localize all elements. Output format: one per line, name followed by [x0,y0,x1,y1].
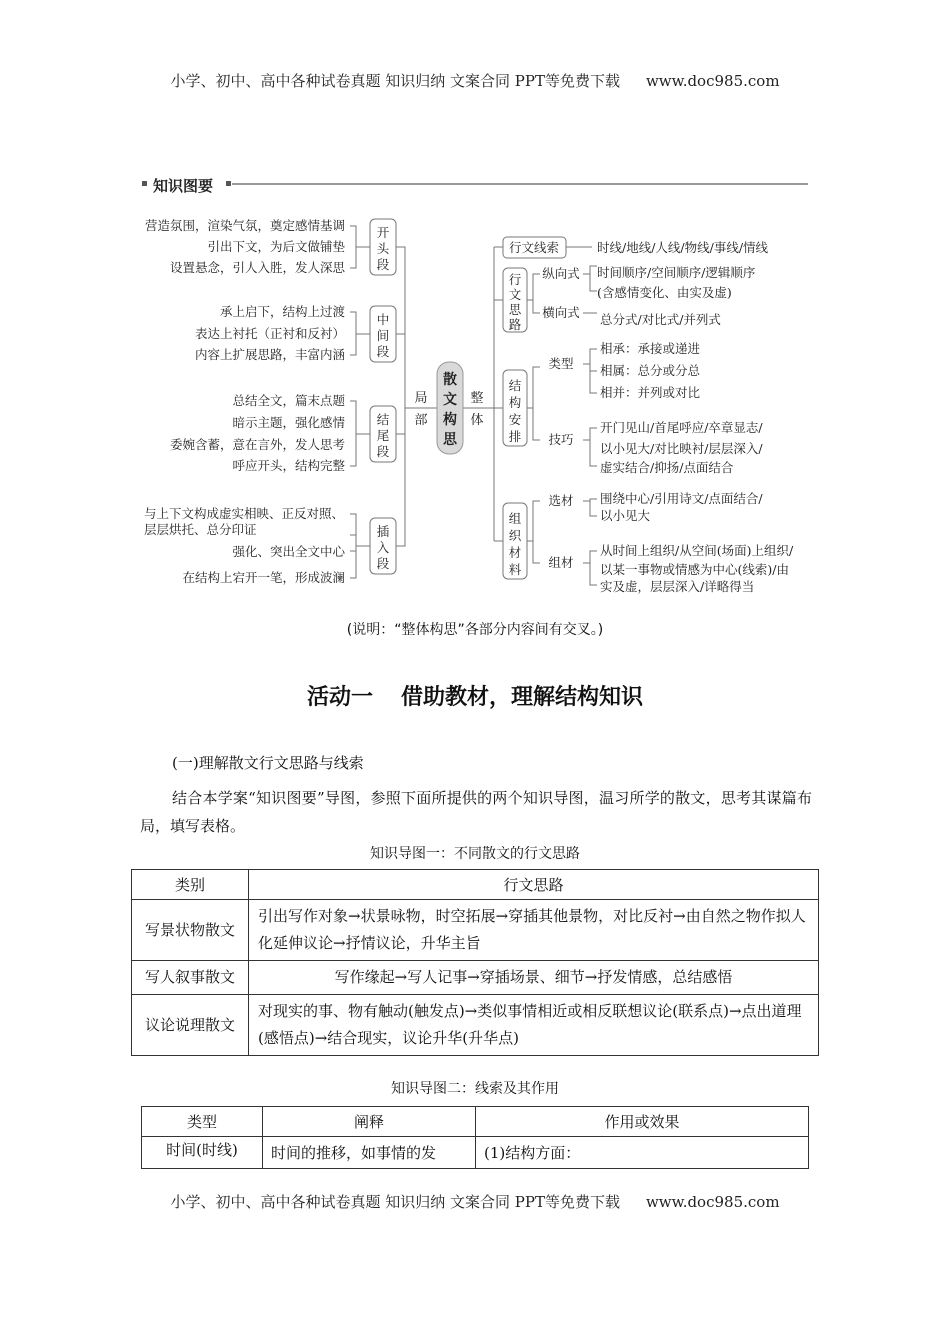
ending-item-1: 总结全文，篇末点题 [232,393,345,408]
vertical-char: 排 [508,429,522,444]
select-line-1: 围绕中心/引用诗文/点面结合/ [600,491,763,506]
vertical-char: 部 [414,413,428,428]
middle-item-2: 表达上衬托（正衬和反衬） [194,326,345,341]
open-vertical-label [377,225,390,272]
skills-label: 技巧 [548,432,574,447]
vertical-line-1: 时间顺序/空间顺序/逻辑顺序 [597,265,756,280]
ending-item-2: 暗示主题，强化感情 [232,415,345,430]
mind-map [0,0,950,620]
header-site[interactable]: www.doc985.com [645,72,780,90]
activity-number: 活动一 [306,685,373,710]
vertical-char: 散 [443,372,457,388]
opening-item-3: 设置悬念，引人入胜，发人深思 [169,260,345,275]
table1-caption: 知识导图一：不同散文的行文思路 [370,846,580,862]
vertical-char: 段 [376,344,390,359]
table2-header-explain: 阐释 [263,1107,476,1137]
local-vertical-label [414,391,427,428]
vertical-char: 整 [470,391,484,406]
vertical-char: 段 [376,556,390,571]
table2-caption: 知识导图二：线索及其作用 [391,1081,559,1097]
table1-header-thinking: 行文思路 [249,870,819,900]
table1-cell-text: 引出写作对象→状景咏物，时空拓展→穿插其他景物，对比反衬→由自然之物作拟人化延伸议论→抒情议论，升华主旨 [249,900,819,961]
compose-line-3: 实及虚，层层深入/详略得当 [600,579,755,594]
table-row [142,1137,809,1169]
vertical-char: 尾 [376,428,390,443]
ending-item-4: 呼应开头，结构完整 [232,458,345,473]
middle-item-1: 承上启下，结构上过渡 [219,304,345,319]
vertical-char: 局 [414,391,428,406]
table1-cell-type: 议论说理散文 [132,995,249,1056]
vertical-char: 行 [508,272,522,287]
vertical-char: 材 [508,545,522,560]
whole-vertical-label [470,390,483,428]
vertical-char: 间 [376,328,390,343]
insert-item-2: 层层烘托、总分印证 [144,522,257,537]
skills-line-2: 以小见大/对比映衬/层层深入/ [600,441,763,456]
activity-title [0,680,950,711]
types-item-2: 相属：总分或分总 [600,363,701,378]
types-item-1: 相承：承接或递进 [600,341,701,356]
table1-header-type: 类别 [132,870,249,900]
vertical-char: 组 [508,511,522,526]
vertical-char: 段 [376,257,390,272]
opening-item-1: 营造氛围，渲染气氛，奠定感情基调 [144,218,345,233]
table2 [141,1106,809,1169]
vertical-char: 头 [376,241,390,256]
table2-cell-type: 时间(时线) [142,1137,263,1169]
vertical-char: 安 [508,412,522,427]
middle-item-3: 内容上扩展思路，丰富内涵 [194,347,345,362]
section-paragraph: 结合本学案“知识图要”导图，参照下面所提供的两个知识导图，温习所学的散文，思考其谋篇布局，填写表格。 [140,789,812,835]
table1-cell-text: 写作缘起→写人记事→穿插场景、细节→抒发情感，总结感悟 [249,961,819,995]
activity-heading: 借助教材，理解结构知识 [401,685,644,710]
table-row [132,995,819,1056]
banner-title: 知识图要 [153,177,214,195]
vertical-char: 结 [508,378,522,393]
insert-item-3: 强化、突出全文中心 [232,544,345,559]
vertical-char: 思 [443,432,457,448]
vertical-char: 织 [508,528,522,543]
page-footer [0,1191,950,1212]
vertical-char: 结 [376,412,390,427]
vertical-char: 构 [508,395,522,410]
compose-line-1: 从时间上组织/从空间(场面)上组织/ [600,543,794,558]
vertical-char: 中 [376,312,390,327]
vertical-char: 入 [376,540,390,555]
think-vertical-label [509,272,522,332]
vertical-char: 文 [443,392,457,408]
footer-site[interactable]: www.doc985.com [645,1193,780,1211]
end-vertical-label [377,412,390,459]
select-label: 选材 [548,493,574,508]
section-heading: (一)理解散文行文思路与线索 [172,754,364,772]
opening-item-2: 引出下文，为后文做铺垫 [207,239,345,254]
table1-cell-text: 对现实的事、物有触动(触发点)→类似事情相近或相反联想议论(联系点)→点出道理(感悟点)→结合现实，议论升华(升华点) [249,995,819,1056]
table2-cell-effect: (1)结构方面： [476,1137,809,1169]
vertical-char: 插 [376,524,390,539]
clue-label: 行文线索 [508,240,560,255]
vertical-char: 体 [470,413,484,428]
clue-text: 时线/地线/人线/物线/事线/情线 [597,240,769,255]
table1-cell-type: 写景状物散文 [132,900,249,961]
vertical-label: 纵向式 [542,266,580,281]
skills-line-1: 开门见山/首尾呼应/卒章显志/ [600,420,763,435]
types-label: 类型 [548,356,574,371]
horizontal-label: 横向式 [542,305,580,320]
vertical-line-2: (含感情变化、由实及虚) [597,285,732,300]
skills-line-3: 虚实结合/抑扬/点面结合 [600,460,734,475]
table1-cell-type: 写人叙事散文 [132,961,249,995]
vertical-char: 文 [508,287,522,302]
vertical-char: 路 [508,317,522,332]
select-line-2: 以小见大 [600,508,651,523]
table-row [132,961,819,995]
vertical-char: 料 [508,562,522,577]
ins-vertical-label [377,524,390,571]
types-item-3: 相并：并列或对比 [600,385,701,400]
table2-cell-explain: 时间的推移，如事情的发 [263,1137,476,1169]
compose-line-2: 以某一事物或情感为中心(线索)/由 [600,562,789,577]
table-row [132,900,819,961]
ending-item-3: 委婉含蓄，意在言外，发人思考 [169,437,345,452]
vertical-char: 构 [443,412,457,428]
table2-header-type: 类型 [142,1107,263,1137]
table2-header-effect: 作用或效果 [476,1107,809,1137]
insert-item-4: 在结构上宕开一笔，形成波澜 [182,570,345,585]
vertical-char: 段 [376,444,390,459]
footer-text: 小学、初中、高中各种试卷真题 知识归纳 文案合同 PPT等免费下载 [170,1193,620,1211]
mid-vertical-label [377,312,390,359]
insert-item-1: 与上下文构成虚实相映、正反对照、 [144,506,345,521]
vertical-char: 开 [376,225,390,240]
vertical-char: 思 [508,302,522,317]
horizontal-text: 总分式/对比式/并列式 [600,312,721,327]
header-text: 小学、初中、高中各种试卷真题 知识归纳 文案合同 PPT等免费下载 [170,72,620,90]
table1 [131,869,819,1056]
compose-label: 组材 [548,555,574,570]
mindmap-note: (说明：“整体构思”各部分内容间有交叉。) [346,622,604,638]
